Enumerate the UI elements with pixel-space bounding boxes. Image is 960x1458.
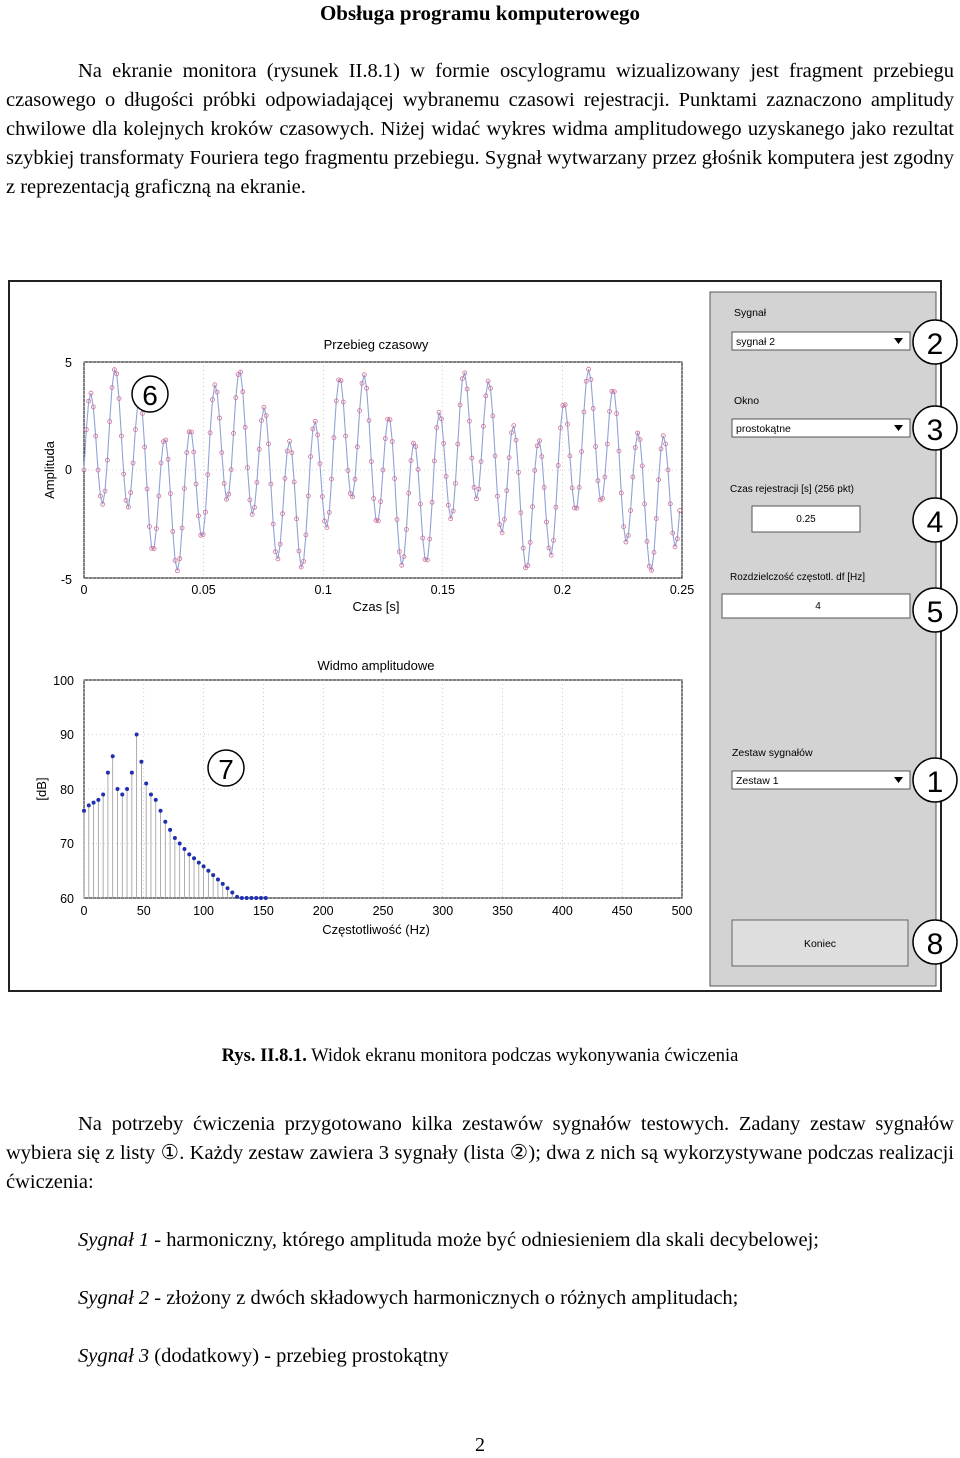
spectrum-plot-title: Widmo amplitudowe: [317, 658, 435, 673]
spectrum-point: [87, 803, 91, 807]
marker-7-label: 7: [218, 754, 234, 785]
x-tick-label: 200: [312, 904, 334, 918]
spectrum-point: [178, 842, 182, 846]
spectrum-plot: [34, 658, 692, 937]
spectrum-point: [106, 771, 110, 775]
spectrum-point: [154, 798, 158, 802]
time-plot-x-ticks: [81, 583, 695, 597]
marker-4: [913, 498, 957, 542]
resolution-input[interactable]: [722, 594, 910, 618]
spectrum-point: [139, 760, 143, 764]
marker-3: [913, 406, 957, 450]
rec-time-label: Czas rejestracji [s] (256 pkt): [730, 484, 854, 495]
marker-4-label: 4: [926, 506, 944, 539]
spectrum-point: [226, 886, 230, 890]
y-tick-label: 0: [65, 463, 72, 477]
marker-2: [913, 320, 957, 364]
figure-screenshot: [8, 280, 942, 992]
signal-2-name: Sygnał 2: [78, 1287, 150, 1309]
x-tick-label: 250: [372, 904, 394, 918]
spectrum-point: [159, 809, 163, 813]
spectrum-point: [168, 828, 172, 832]
spectrum-point: [216, 877, 220, 881]
spectrum-point: [163, 820, 167, 824]
spectrum-point: [115, 787, 119, 791]
end-button-label: Koniec: [803, 938, 837, 950]
time-plot-xlabel: Czas [s]: [352, 599, 400, 614]
spectrum-point: [173, 836, 177, 840]
spectrum-plot-xlabel: Częstotliwość (Hz): [322, 922, 430, 937]
page-number: 2: [475, 1434, 485, 1456]
page-heading: Obsługa programu komputerowego: [319, 1, 641, 25]
x-tick-label: 350: [492, 904, 514, 918]
x-tick-label: 0.1: [314, 583, 332, 597]
spectrum-point: [192, 856, 196, 860]
marker-8: [913, 920, 957, 964]
window-label: Okno: [734, 395, 760, 407]
signal-1-desc: harmoniczny, którego amplituda może być odniesieniem dla skali decybelowej;: [166, 1229, 820, 1251]
marker-3-label: 3: [926, 414, 944, 447]
marker-2-label: 2: [926, 328, 944, 361]
time-plot-title: Przebieg czasowy: [323, 337, 429, 352]
marker-1-label: 1: [926, 766, 944, 799]
x-tick-label: 400: [551, 904, 573, 918]
intro-paragraph: Na ekranie monitora (rysunek II.8.1) w formie oscylogramu wizualizowany jest fragment przebiegu czasowego o długości próbki odpowiadającej wybranemu czasowi rejestracji. Punktami zaznaczono amplitudy chwilowe dla kolejnych kroków czasowych. Niżej widać wykres widma amplitudowego uzyskanego jako rezultat szybkiej transformaty Fouriera tego fragmentu przebiegu. Sygnał wytwarzany przez głośnik komputera jest zgodny z reprezentacją graficzną na ekranie.: [6, 60, 954, 198]
time-plot: [42, 337, 694, 614]
x-tick-label: 0: [80, 583, 88, 597]
caption-text: Widok ekranu monitora podczas wykonywania ćwiczenia: [306, 1046, 739, 1066]
spectrum-point: [249, 896, 253, 900]
resolution-label: Rozdzielczość częstotl. df [Hz]: [730, 572, 866, 583]
marker-8-label: 8: [926, 928, 944, 961]
spectrum-point: [235, 895, 239, 899]
y-tick-label: 5: [65, 356, 72, 370]
control-panel: [710, 292, 957, 986]
spectrum-plot-ylabel: [dB]: [34, 777, 49, 801]
window-select-value: prostokątne: [736, 423, 791, 435]
signal-select-value: sygnał 2: [736, 336, 776, 348]
signal-label: Sygnał: [734, 307, 767, 319]
signal-1-item: [78, 1226, 956, 1255]
marker-5: [913, 588, 957, 632]
spectrum-plot-x-ticks: [81, 904, 693, 918]
spectrum-point: [197, 861, 201, 865]
spectrum-point: [240, 896, 244, 900]
spectrum-point: [182, 847, 186, 851]
x-tick-label: 500: [671, 904, 693, 918]
signal-select[interactable]: [732, 332, 910, 350]
spectrum-point: [120, 792, 124, 796]
set-select[interactable]: [732, 771, 910, 789]
signal-3-desc: przebieg prostokątny: [276, 1345, 449, 1367]
y-tick-label: 70: [60, 837, 74, 851]
time-plot-ylabel: Amplituda: [42, 441, 57, 499]
y-tick-label: 60: [60, 892, 74, 906]
signal-1-sep: -: [149, 1229, 167, 1251]
marker-6-label: 6: [142, 380, 158, 411]
x-tick-label: 0.15: [430, 583, 455, 597]
marker-5-label: 5: [926, 596, 944, 629]
spectrum-point: [125, 787, 129, 791]
x-tick-label: 100: [193, 904, 215, 918]
x-tick-label: 0: [80, 904, 88, 918]
signal-2-item: [78, 1284, 956, 1313]
y-tick-label: -5: [60, 573, 72, 587]
marker-1: [913, 758, 957, 802]
spectrum-point: [82, 809, 86, 813]
signals-intro-paragraph: Na potrzeby ćwiczenia przygotowano kilka zestawów sygnałów testowych. Zadany zestaw sygnałów wybiera się z listy ①. Każdy zestaw zawiera 3 sygnały (lista ②); dwa z nich są wykorzystywane podczas realizacji ćwiczenia:: [6, 1113, 954, 1193]
spectrum-point: [111, 754, 115, 758]
signal-2-desc: złożony z dwóch składowych harmonicznych o różnych amplitudach;: [166, 1287, 739, 1309]
spectrum-point: [101, 792, 105, 796]
spectrum-point: [206, 869, 210, 873]
x-tick-label: 0.2: [553, 583, 572, 597]
spectrum-point: [149, 792, 153, 796]
window-select[interactable]: [732, 419, 910, 437]
x-tick-label: 50: [136, 904, 151, 918]
x-tick-label: 150: [252, 904, 274, 918]
spectrum-point: [245, 896, 249, 900]
spectrum-plot-y-ticks: [53, 674, 74, 906]
signal-3-name: Sygnał 3: [78, 1345, 150, 1367]
signal-2-sep: -: [149, 1287, 167, 1309]
spectrum-point: [202, 864, 206, 868]
spectrum-point: [135, 733, 139, 737]
x-tick-label: 300: [432, 904, 454, 918]
end-button[interactable]: [732, 920, 908, 966]
caption-number: Rys. II.8.1.: [221, 1046, 307, 1066]
signal-1-name: Sygnał 1: [78, 1229, 150, 1251]
rec-time-input[interactable]: [752, 506, 860, 532]
figure-svg: [10, 282, 944, 990]
spectrum-point: [96, 798, 100, 802]
signal-3-item: [78, 1342, 956, 1371]
spectrum-point: [259, 896, 263, 900]
spectrum-point: [254, 896, 258, 900]
spectrum-point: [187, 852, 191, 856]
x-tick-label: 450: [611, 904, 633, 918]
spectrum-point: [92, 801, 96, 805]
x-tick-label: 0.25: [669, 583, 695, 597]
spectrum-point: [264, 896, 268, 900]
spectrum-point: [221, 882, 225, 886]
set-select-value: Zestaw 1: [736, 775, 779, 787]
rec-time-value: 0.25: [796, 514, 816, 525]
spectrum-point: [230, 891, 234, 895]
spectrum-point: [144, 782, 148, 786]
y-tick-label: 90: [60, 728, 74, 742]
spectrum-point: [211, 873, 215, 877]
y-tick-label: 100: [53, 674, 74, 688]
resolution-value: 4: [815, 601, 821, 612]
time-plot-y-ticks: [61, 356, 72, 587]
x-tick-label: 0.05: [191, 583, 216, 597]
figure-caption: [0, 1044, 960, 1068]
spectrum-point: [130, 771, 134, 775]
signal-3-sep: (dodatkowy) -: [149, 1345, 277, 1367]
set-label: Zestaw sygnałów: [732, 747, 813, 759]
y-tick-label: 80: [60, 783, 74, 797]
